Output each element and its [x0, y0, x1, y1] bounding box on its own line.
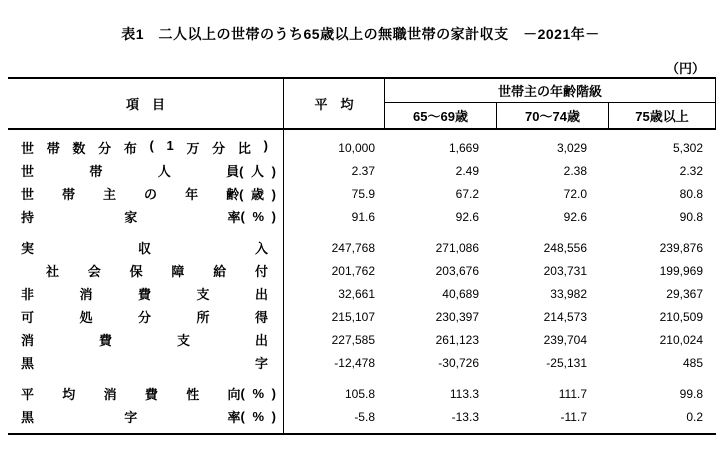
item-label — [8, 138, 283, 157]
table-row — [8, 382, 716, 405]
item-label — [8, 284, 283, 303]
value-cell: -12,478 — [334, 355, 375, 370]
row-group — [8, 236, 716, 374]
value-cell: 210,509 — [659, 309, 703, 324]
item-values-divider — [283, 130, 284, 433]
item-unit: ( 歳 ) — [239, 187, 278, 202]
age-group-title: 世帯主の年齢階級 — [385, 79, 715, 103]
item-label — [8, 384, 283, 403]
value-cell: 2.38 — [563, 163, 587, 178]
item-label — [8, 407, 283, 426]
value-cell: 32,661 — [338, 286, 375, 301]
item-label — [8, 307, 283, 326]
age-class-65-69-header: 65～69歳 — [413, 109, 468, 124]
value-cell: 92.6 — [563, 209, 587, 224]
item-label-text: 黒 字 率 — [21, 410, 241, 425]
item-label — [8, 207, 283, 226]
value-cell: 10,000 — [338, 140, 375, 155]
item-label-text: 非 消 費 支 出 — [21, 287, 268, 302]
value-cell: 40,689 — [442, 286, 479, 301]
item-label-text: 世 帯 数 分 布 ( 1 万 分 比 ) — [21, 138, 268, 156]
value-cell: 5,302 — [672, 140, 703, 155]
average-column-header: 平 均 — [283, 79, 385, 128]
row-group — [8, 382, 716, 428]
item-label-text: 社 会 保 障 給 付 — [46, 264, 268, 279]
table-header — [8, 79, 716, 130]
value-cell: 90.8 — [679, 209, 703, 224]
value-cell: 261,123 — [435, 332, 479, 347]
item-label — [8, 330, 283, 349]
age-class-70-74-header: 70～74歳 — [496, 103, 608, 128]
row-group — [8, 136, 716, 228]
value-cell: 91.6 — [351, 209, 375, 224]
item-label-text: 世 帯 主 の 年 齢 — [21, 187, 240, 202]
value-cell: 2.32 — [679, 163, 703, 178]
value-cell: 227,585 — [331, 332, 375, 347]
household-stats-table — [8, 77, 716, 435]
table-row — [8, 305, 716, 328]
value-cell: 3,029 — [556, 140, 587, 155]
item-unit: ( 人 ) — [239, 164, 278, 179]
value-cell: 199,969 — [659, 263, 703, 278]
item-label — [8, 238, 283, 257]
value-cell: -30,726 — [438, 355, 479, 370]
value-cell: -25,131 — [546, 355, 587, 370]
value-cell: 99.8 — [679, 386, 703, 401]
table-row — [8, 205, 716, 228]
value-cell: -11.7 — [560, 409, 587, 424]
table-row — [8, 282, 716, 305]
value-cell: 72.0 — [563, 186, 587, 201]
item-label-text: 平 均 消 費 性 向 — [21, 387, 241, 402]
item-label — [8, 353, 283, 372]
table-row — [8, 182, 716, 205]
value-cell: 67.2 — [455, 186, 479, 201]
item-unit: ( % ) — [240, 209, 278, 224]
value-cell: 105.8 — [344, 386, 375, 401]
item-label-text: 黒 字 — [21, 356, 268, 371]
value-cell: 92.6 — [455, 209, 479, 224]
item-label — [8, 261, 283, 280]
item-unit: ( % ) — [240, 386, 278, 401]
table-row — [8, 259, 716, 282]
value-cell: 485 — [682, 355, 703, 370]
value-cell: 2.37 — [351, 163, 375, 178]
value-cell: 0.2 — [686, 409, 703, 424]
value-cell: 75.9 — [351, 186, 375, 201]
value-cell: 271,086 — [435, 240, 479, 255]
value-cell: 1,669 — [448, 140, 479, 155]
table-row — [8, 351, 716, 374]
item-label-text: 世 帯 人 員 — [21, 164, 240, 179]
table-row — [8, 136, 716, 159]
table-row — [8, 328, 716, 351]
value-cell: 215,107 — [331, 309, 375, 324]
value-cell: 239,876 — [659, 240, 703, 255]
value-cell: 203,676 — [435, 263, 479, 278]
value-cell: 80.8 — [679, 186, 703, 201]
item-column-header: 項 目 — [125, 97, 165, 112]
value-cell: 239,704 — [543, 332, 587, 347]
item-label — [8, 184, 283, 203]
table-row — [8, 159, 716, 182]
item-label-text: 持 家 率 — [21, 210, 241, 225]
value-cell: 248,556 — [543, 240, 587, 255]
age-group-header — [385, 79, 716, 128]
value-cell: 203,731 — [543, 263, 587, 278]
value-cell: 214,573 — [543, 309, 587, 324]
item-label — [8, 161, 283, 180]
value-cell: 247,768 — [331, 240, 375, 255]
table-row — [8, 405, 716, 428]
item-label-text: 実 収 入 — [21, 241, 268, 256]
value-cell: 230,397 — [435, 309, 479, 324]
value-cell: 210,024 — [659, 332, 703, 347]
document-title: 表1 二人以上の世帯のうち65歳以上の無職世帯の家計収支 －2021年－ — [121, 26, 600, 42]
value-cell: 113.3 — [449, 386, 479, 401]
value-cell: 29,367 — [666, 286, 703, 301]
currency-unit-label: （円） — [665, 61, 705, 76]
value-cell: 111.7 — [558, 386, 587, 401]
table-row — [8, 236, 716, 259]
value-cell: -5.8 — [354, 409, 375, 424]
value-cell: -13.3 — [451, 409, 479, 424]
item-unit: ( % ) — [240, 409, 278, 424]
age-class-75plus-header: 75歳以上 — [608, 103, 715, 128]
table-body — [8, 130, 716, 433]
item-label-text: 可 処 分 所 得 — [21, 310, 268, 325]
age-class-row — [385, 103, 715, 128]
value-cell: 2.49 — [455, 163, 479, 178]
value-cell: 201,762 — [331, 263, 375, 278]
value-cell: 33,982 — [550, 286, 587, 301]
item-label-text: 消 費 支 出 — [21, 333, 268, 348]
